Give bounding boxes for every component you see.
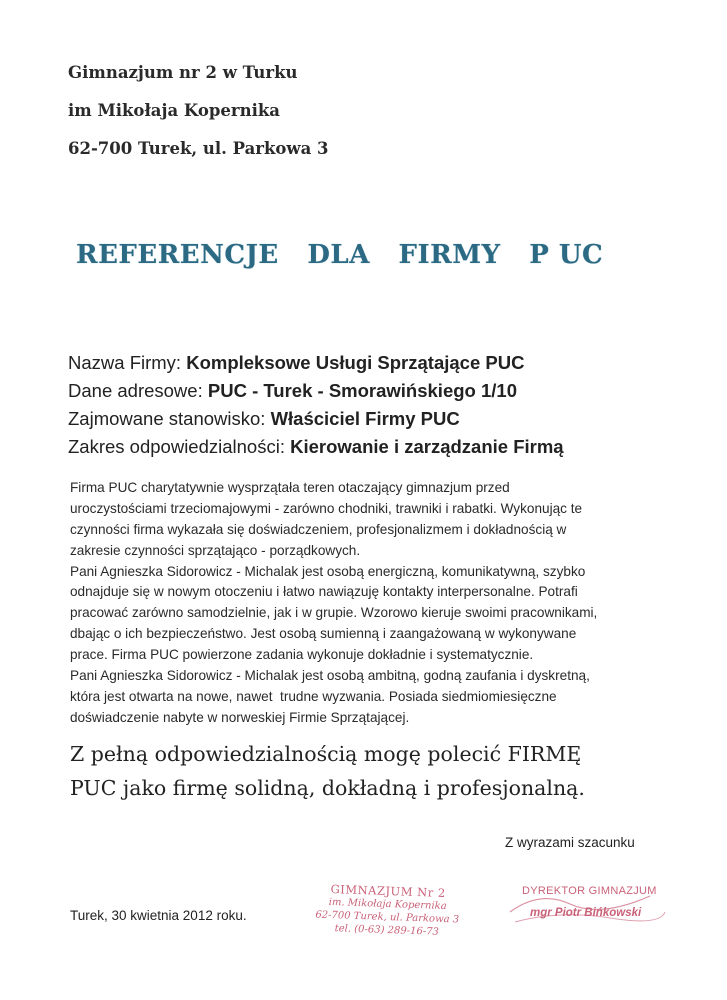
body-line: która jest otwarta na nowe, nawet trudne wyzwania. Posiada siedmiomiesięczne <box>70 688 557 704</box>
field-value: Właściciel Firmy PUC <box>270 408 460 429</box>
director-stamp <box>500 882 670 930</box>
sender-street: 62-700 Turek, ul. Parkowa 3 <box>68 139 329 158</box>
recommendation-line: Z pełną odpowiedzialnością mogę polecić FIRMĘ <box>70 742 582 766</box>
body-line: czynności firma wykazała się doświadczeniem, profesjonalizmem i dokładnością w <box>70 521 567 537</box>
stamp-director-title: DYREKTOR GIMNAZJUM <box>522 885 657 897</box>
body-line: dbając o ich bezpieczeństwo. Jest osobą sumienną i zaangażowaną w wykonywane <box>70 626 577 642</box>
field-company-name <box>68 350 564 378</box>
sender-patron: im Mikołaja Kopernika <box>68 101 280 120</box>
body-line: Firma PUC charytatywnie wysprzątała teren otaczający gimnazjum przed <box>70 480 510 495</box>
letter-body <box>70 478 670 729</box>
field-label: Nazwa Firmy: <box>68 352 182 373</box>
sender-address <box>68 58 329 172</box>
field-value: PUC - Turek - Smorawińskiego 1/10 <box>207 380 517 401</box>
stamp-line: tel. (0-63) 289-16-73 <box>334 923 440 938</box>
field-label: Dane adresowe: <box>68 380 203 401</box>
sender-school-name: Gimnazjum nr 2 w Turku <box>68 63 298 82</box>
company-fields <box>68 350 564 462</box>
field-label: Zakres odpowiedzialności: <box>68 436 285 457</box>
stamp-line: im. Mikołaja Kopernika <box>328 896 447 913</box>
field-position <box>68 406 564 434</box>
body-line: Pani Agnieszka Sidorowicz - Michalak jest osobą ambitną, godną zaufania i dyskretną, <box>70 668 590 684</box>
body-line: pracować zarówno samodzielnie, jak i w grupie. Wzorowo kieruje swoimi pracownikami, <box>70 605 598 621</box>
stamp-line: GIMNAZJUM Nr 2 <box>330 882 446 901</box>
field-value: Kierowanie i zarządzanie Firmą <box>290 436 564 457</box>
document-title <box>76 240 603 270</box>
recommendation <box>70 738 585 806</box>
field-label: Zajmowane stanowisko: <box>68 408 266 429</box>
body-line: zakresie czynności sprzątająco - porządkowych. <box>70 542 361 558</box>
school-stamp <box>299 881 476 940</box>
body-line: doświadczenie nabyte w norweskiej Firmie Sprzątającej. <box>70 709 410 725</box>
body-line: prace. Firma PUC powierzone zadania wykonuje dokładnie i systematycznie. <box>70 647 534 663</box>
field-responsibility <box>68 434 564 462</box>
closing-phrase: Z wyrazami szacunku <box>505 835 635 850</box>
field-address <box>68 378 564 406</box>
body-line: Pani Agnieszka Sidorowicz - Michalak jest osobą energiczną, komunikatywną, szybko <box>70 563 586 579</box>
body-line: uroczystościami trzeciomajowymi - zarówno chodniki, trawniki i rabatki. Wykonując te <box>70 500 583 516</box>
recommendation-line: PUC jako firmę solidną, dokładną i profesjonalną. <box>70 776 585 800</box>
stamp-director-name: mgr Piotr Bińkowski <box>530 907 642 919</box>
stamp-line: 62-700 Turek, ul. Parkowa 3 <box>315 909 460 926</box>
body-line: odnajduje się w nowym otoczeniu i łatwo nawiązuję kontakty interpersonalne. Potrafi <box>70 584 578 600</box>
document-title-text: REFERENCJE DLA FIRMY P UC <box>76 240 604 270</box>
letter-date: Turek, 30 kwietnia 2012 roku. <box>70 908 247 923</box>
field-value: Kompleksowe Usługi Sprzątające PUC <box>186 352 525 373</box>
